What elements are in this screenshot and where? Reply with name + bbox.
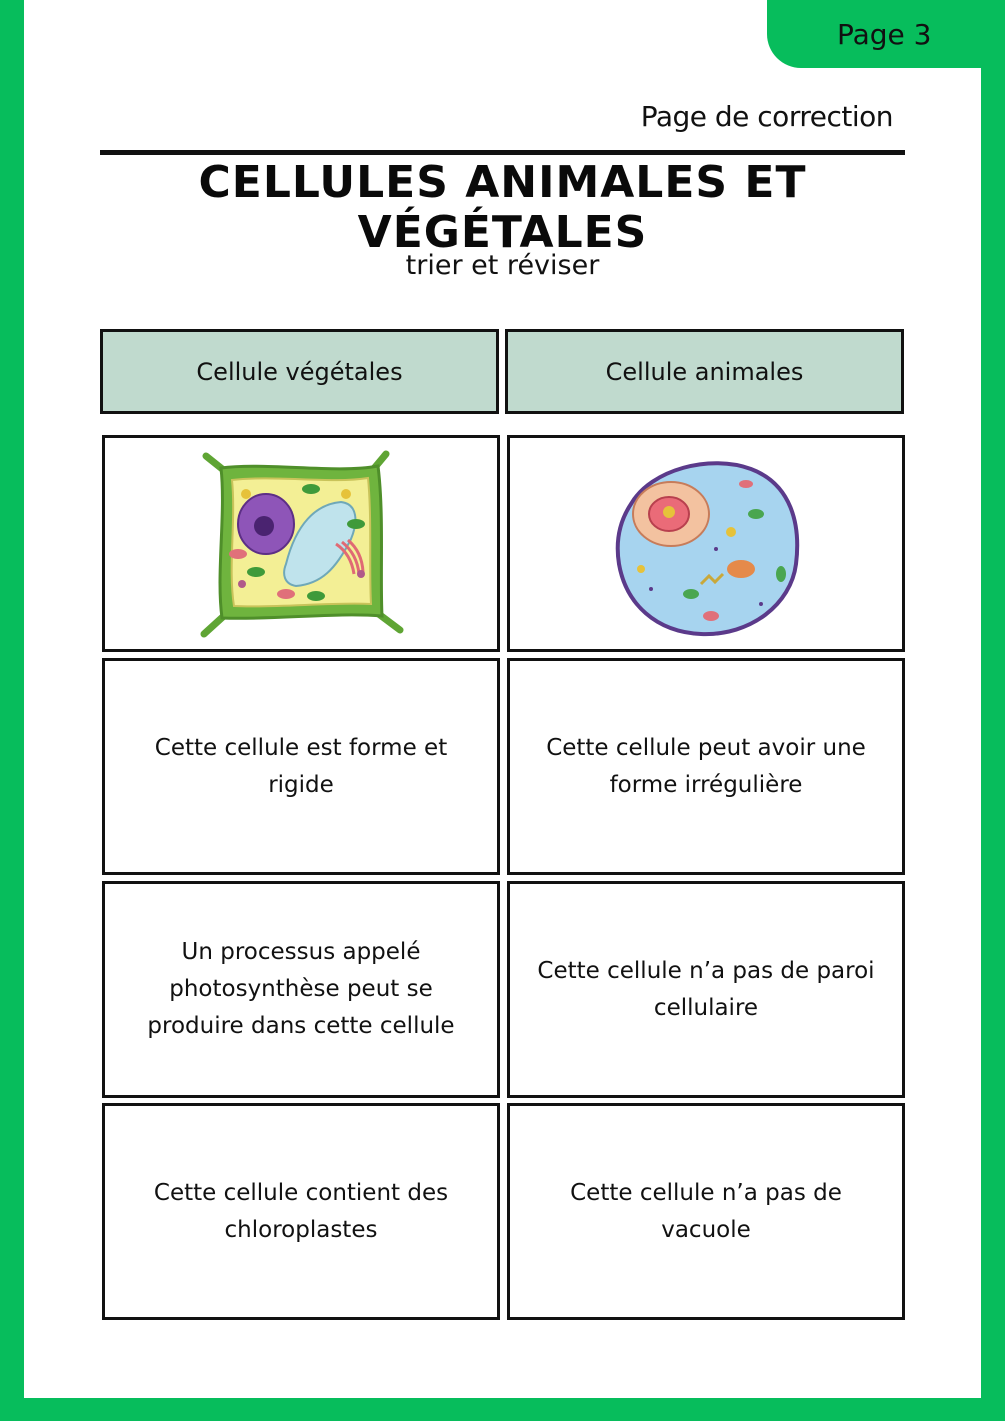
title-divider	[100, 150, 905, 155]
plant-cell-icon	[186, 444, 416, 644]
title-line-2: VÉGÉTALES	[357, 207, 648, 258]
title-line-1: CELLULES ANIMALES ET	[198, 157, 807, 208]
plant-fact-card-2: Un processus appelé photosynthèse peut se produire dans cette cellule	[102, 881, 500, 1098]
plant-fact-card-3: Cette cellule contient des chloroplastes	[102, 1103, 500, 1320]
page-subtitle: trier et réviser	[405, 250, 600, 281]
header-animal-cell: Cellule animales	[505, 329, 904, 414]
animal-cell-image-card	[507, 435, 905, 652]
animal-cell-icon	[601, 444, 811, 644]
page-number: Page 3	[837, 18, 932, 51]
animal-fact-card-2: Cette cellule n’a pas de paroi cellulaire	[507, 881, 905, 1098]
animal-fact-card-1: Cette cellule peut avoir une forme irrégulière	[507, 658, 905, 875]
animal-fact-card-3: Cette cellule n’a pas de vacuole	[507, 1103, 905, 1320]
plant-cell-image-card	[102, 435, 500, 652]
plant-fact-card-1: Cette cellule est forme et rigide	[102, 658, 500, 875]
page-number-tab	[767, 0, 981, 68]
correction-label: Page de correction	[640, 100, 893, 133]
page-title	[100, 158, 905, 258]
header-plant-cell: Cellule végétales	[100, 329, 499, 414]
